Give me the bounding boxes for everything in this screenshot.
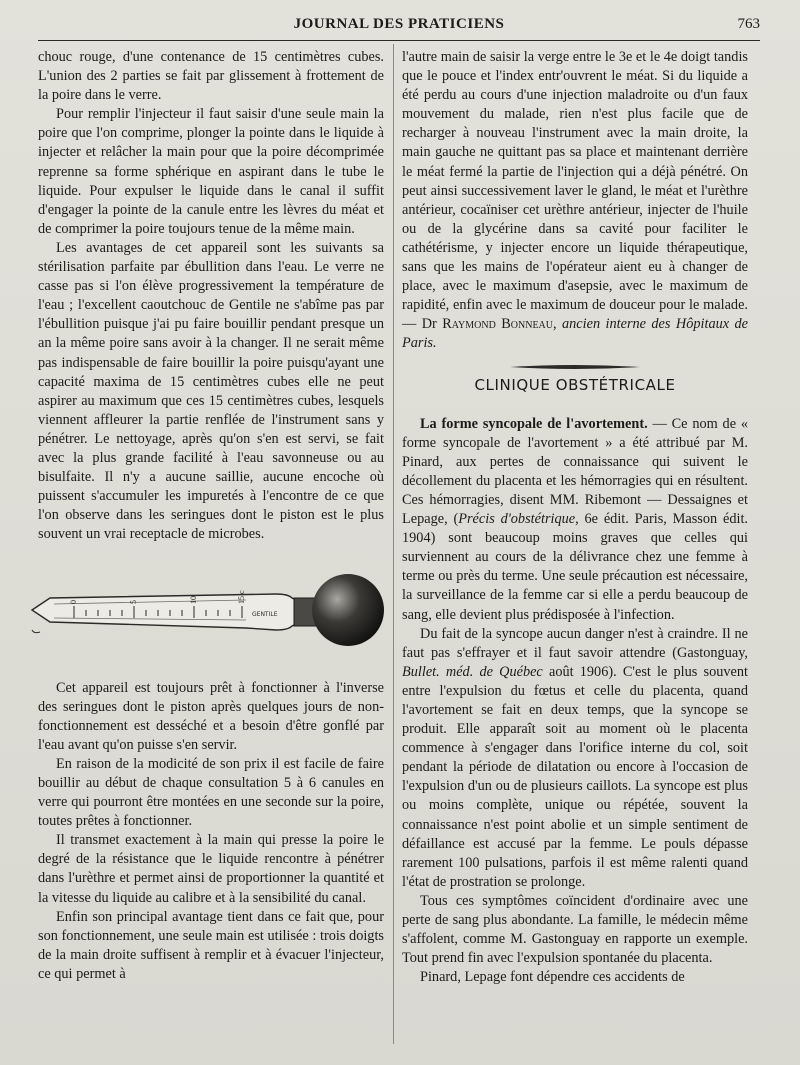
journal-title: JOURNAL DES PRATICIENS — [293, 16, 505, 32]
paragraph: Les avantages de cet appareil sont les suivants sa stérilisation parfaite par ébullition dans l'eau. Le verre ne casse pas si l'on élève progressivement la température de l'eau ; l'excellent caoutchouc de Gentile ne s'abîme pas par l'ébullition puisque j'ai pu faire bouillir pendant presque un an la même poire sans avoir à la changer. Il ne serait même pas indispensable de faire bouillir la poire puisqu'ayant une capacité maxima de 15 centimètres cubes elle ne peut aspirer au maximum que ces 15 centimètres cubes, lesquels viennent affleurer la partie renflée de l'instrument sans y pénétrer. Le nettoyage, après qu'on s'en est servi, se fait avec la plus grande facilité à l'eau savonneuse ou au bisulfaite. Il n'y a aucune saillie, aucune encoche où puissent s'accumuler les impuretés à l'encontre de ce que l'on observe dans les seringues dont le piston est le plus souvent un vrai receptacle de microbes. — [38, 239, 384, 543]
paragraph: Enfin son principal avantage tient dans ce fait que, pour son fonctionnement, une seule main est utilisée : trois doigts de la main droite suffisent à remplir et à évacuer l'injecteur, ce qui permet à — [38, 908, 384, 982]
injector-illustration — [26, 548, 384, 664]
right-column — [402, 48, 748, 987]
article-lead: La forme syncopale de l'avortement. — [420, 415, 648, 432]
brand-label: GENTILE — [252, 611, 278, 619]
paragraph: Il transmet exactement à la main qui presse la poire le degré de la résistance que le liquide rencontre à pénétrer dans l'urèthre et permet ainsi de proportionner la quantité et la vitesse du liquide au calibre et à la sensibilité du canal. — [38, 832, 384, 906]
rubber-bulb — [312, 574, 384, 646]
author-title: ancien interne des Hôpitaux de Paris. — [402, 316, 748, 352]
scale-label: 5 — [129, 600, 138, 605]
left-column — [38, 48, 384, 984]
section-ornament — [510, 364, 640, 370]
paragraph: Pinard, Lepage font dépendre ces accidents de — [420, 969, 685, 986]
section-title: CLINIQUE OBSTÉTRICALE — [474, 375, 676, 394]
paragraph: chouc rouge, d'une contenance de 15 centimètres cubes. L'union des 2 parties se fait par glissement à frottement de la poire dans le verre. — [38, 49, 384, 104]
citation: Bullet. méd. de Québec — [402, 663, 543, 680]
paragraph: l'autre main de saisir la verge entre le 3e et le 4e doigt tandis que le pouce et l'index entr'ouvrent le méat. Si du liquide a été perdu au cours d'une injection maladroite ou d'un faux mouvement du malade, rien n'est plus facile que de recharger à nouveau l'instrument avec la main droite, la main gauche ne quittant pas sa place et maintenant derrière le méat fermé la partie de l'injection qui a déjà pénétré. On peut ainsi successivement laver le gland, le méat et l'urèthre antérieur, cocaïniser cet urèthre antérieur, injecter de l'huile ou de la glycérine dans sa cavité pour faciliter le cathétérisme, y injecter encore un liquide thérapeutique, sans que les mains de l'opérateur aient eu à changer de place, avec le maximum d'asepsie, avec le maximum de rapidité, enfin avec le maximum de douceur pour le malade. — Dr Raymond Bonneau, ancien interne des Hôpitaux de Paris. — [402, 49, 748, 352]
scale-label: 10 — [189, 596, 198, 605]
paragraph-text: l'autre main de saisir la verge entre le 3e et le 4e doigt tandis que le pouce et l'index entr'ouvrent le méat. Si du liquide a été perdu au cours d'une injection maladroite ou d'un faux mouvement du malade, rien n'est plus facile que de recharger à nouveau l'instrument avec la main droite, la main gauche ne quittant pas sa place et maintenant derrière le méat fermé la partie de l'injection qui a déjà pénétré. On peut ainsi successivement laver le gland, le méat et l'urèthre antérieur, cocaïniser cet urèthre antérieur, injecter de l'huile ou de la glycérine dans sa cavité pour faciliter le cathétérisme, y injecter encore un liquide thérapeutique, sans que les mains de l'opérateur aient eu à changer de place, avec le maximum d'asepsie, avec le maximum de rapidité, enfin avec le maximum de douceur pour le malade. — Dr — [402, 49, 748, 333]
scale-label: 0 — [69, 600, 78, 605]
paragraph: Cet appareil est toujours prêt à fonctionner à l'inverse des seringues dont le piston après quelques jours de non-fonctionnement est desséché et a besoin d'être gonflé par l'eau avant qu'on puisse s'en servir. — [38, 679, 384, 753]
column-divider — [393, 44, 394, 1044]
page-number: 763 — [737, 16, 760, 32]
running-header — [38, 14, 760, 41]
paragraph: Du fait de la syncope aucun danger n'est à craindre. Il ne faut pas s'effrayer et il faut savoir attendre (Gastonguay, Bullet. méd. de Québec août 1906). C'est le plus souvent entre l'expulsion du fœtus et celle du placenta, quand l'avortement se fait en deux temps, que la syncope se produit. Elle apparaît soit au moment où le placenta commence à s'engager dans l'orifice interne du col, soit pendant la période de dilatation ou encore à l'occasion de l'expulsion d'un ou de plusieurs caillots. La syncope est plus ou moins complète, unique ou répétée, souvent la connaissance n'est point abolie et un simple sentiment de défaillance est accusé par la femme. Le pouls dépasse rarement 100 pulsations, parfois il est même ralenti quand l'état de prostration se prolonge. — [402, 625, 748, 890]
paragraph: Tous ces symptômes coïncident d'ordinaire avec une perte de sang plus abondante. La famille, le médecin même s'affolent, comme M. Gastonguay en rapporte un exemple. Tout prend fin avec l'expulsion spontanée du placenta. — [402, 892, 748, 967]
paragraph: En raison de la modicité de son prix il est facile de faire bouillir au début de chaque consultation 5 à 6 canules en verre qui pourront être montées en une seconde sur la poire, toutes prêtes à fonctionner. — [38, 755, 384, 830]
author-name: Raymond Bonneau — [442, 316, 553, 333]
scale-label: 15 c — [237, 590, 246, 605]
paragraph: La forme syncopale de l'avortement. — Ce nom de « forme syncopale de l'avortement » a été attribué par M. Pinard, aux pertes de connaissance qui suivent le décollement du placenta et les hémorragies qui en résultent. Ces hémorragies, disent MM. Ribemont — Dessaignes et Lepage, (Précis d'obstétrique, 6e édit. Paris, Masson édit. 1904) sont beaucoup moins graves que celles qui surviennent au cours de la délivrance chez une femme à terme ou près du terme. Une seule précaution est nécessaire, la surveillance de la femme car si elle a perdu beaucoup de sang, elle devient plus prédisposée à l'infection. — [402, 415, 748, 623]
paragraph: Pour remplir l'injecteur il faut saisir d'une seule main la poire que l'on comprime, plonger la pointe dans le liquide à injecter et relâcher la main pour que la poire décomprimée reprenne sa forme sphérique en aspirant dans le tube le liquide. Pour expulser le liquide dans le canal il suffit d'engager la pointe de la canule entre les lèvres du méat et de comprimer la poire toujours tenue de la même main. — [38, 106, 384, 237]
citation: Précis d'obstétrique — [458, 511, 576, 528]
